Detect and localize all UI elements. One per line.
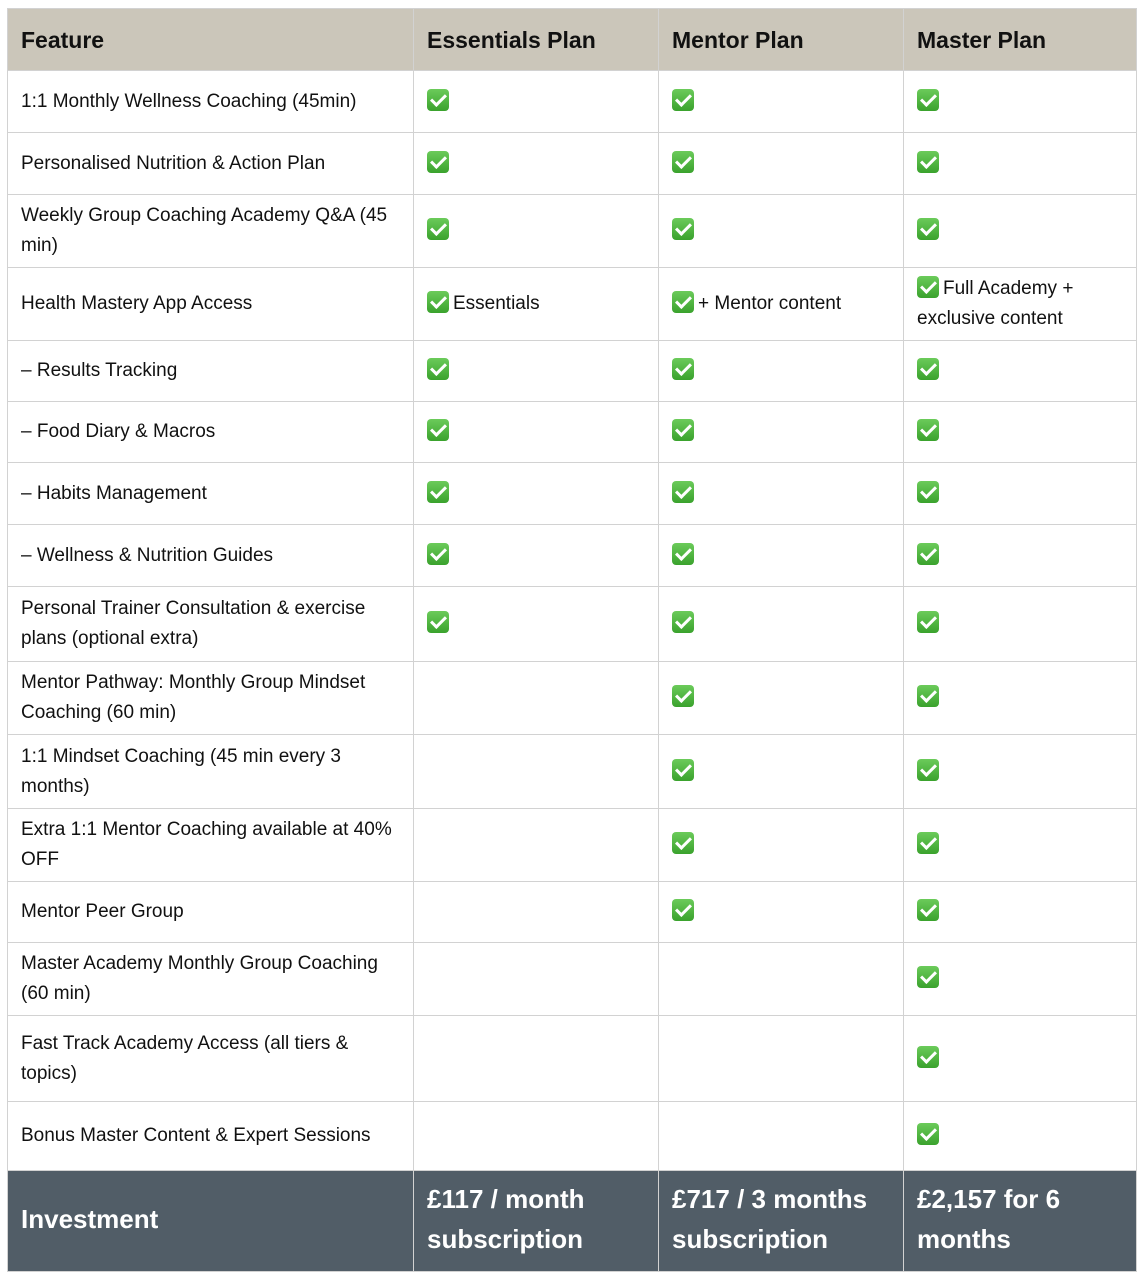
table-row [8,402,1137,463]
master-cell [904,1016,1137,1102]
essentials-cell [414,1016,659,1102]
check-mark-icon [917,276,939,298]
master-cell [904,809,1137,882]
table-row [8,463,1137,525]
master-cell [904,195,1137,268]
header-essentials-plan: Essentials Plan [414,9,659,71]
investment-master-price: £2,157 for 6 months [904,1171,1137,1272]
essentials-cell [414,1102,659,1171]
check-mark-icon [427,291,449,313]
table-row [8,1102,1137,1171]
mentor-cell [659,71,904,133]
master-cell [904,735,1137,809]
essentials-cell [414,587,659,662]
table-row [8,809,1137,882]
table-row [8,882,1137,943]
table-footer [8,1171,1137,1272]
check-mark-icon [672,759,694,781]
plan-comparison-table-wrapper [7,8,1136,1272]
essentials-cell [414,268,659,341]
check-mark-icon [427,358,449,380]
mentor-cell [659,882,904,943]
master-cell [904,1102,1137,1171]
table-header [8,9,1137,71]
check-mark-icon [917,358,939,380]
table-row [8,662,1137,735]
check-mark-icon [427,151,449,173]
mentor-cell [659,809,904,882]
mentor-note: + Mentor content [698,293,842,314]
mentor-cell [659,525,904,587]
table-body [8,71,1137,1171]
check-mark-icon [917,685,939,707]
mentor-cell [659,195,904,268]
check-mark-icon [917,832,939,854]
table-row [8,195,1137,268]
table-row [8,943,1137,1016]
feature-cell: Master Academy Monthly Group Coaching (60 min) [8,943,414,1016]
master-cell [904,341,1137,402]
feature-cell: Health Mastery App Access [8,268,414,341]
mentor-cell [659,268,904,341]
investment-essentials-price: £117 / month subscription [414,1171,659,1272]
feature-cell: Personal Trainer Consultation & exercise plans (optional extra) [8,587,414,662]
check-mark-icon [917,1123,939,1145]
check-mark-icon [427,89,449,111]
master-cell [904,882,1137,943]
investment-label: Investment [8,1171,414,1272]
essentials-cell [414,735,659,809]
header-master-plan: Master Plan [904,9,1137,71]
table-row [8,268,1137,341]
essentials-cell [414,195,659,268]
table-row [8,525,1137,587]
check-mark-icon [427,543,449,565]
feature-cell: – Food Diary & Macros [8,402,414,463]
essentials-cell [414,943,659,1016]
check-mark-icon [917,759,939,781]
check-mark-icon [917,151,939,173]
master-cell [904,71,1137,133]
check-mark-icon [917,966,939,988]
master-cell [904,662,1137,735]
master-cell [904,268,1137,341]
master-cell [904,402,1137,463]
investment-mentor-price: £717 / 3 months subscription [659,1171,904,1272]
check-mark-icon [672,832,694,854]
table-row [8,341,1137,402]
investment-row [8,1171,1137,1272]
table-row [8,71,1137,133]
essentials-cell [414,341,659,402]
master-cell [904,463,1137,525]
feature-cell: Bonus Master Content & Expert Sessions [8,1102,414,1171]
essentials-cell [414,882,659,943]
feature-cell: Personalised Nutrition & Action Plan [8,133,414,195]
check-mark-icon [672,481,694,503]
feature-cell: – Results Tracking [8,341,414,402]
feature-cell: Mentor Peer Group [8,882,414,943]
check-mark-icon [672,419,694,441]
check-mark-icon [427,419,449,441]
check-mark-icon [672,89,694,111]
feature-cell: – Habits Management [8,463,414,525]
mentor-cell [659,402,904,463]
mentor-cell [659,1102,904,1171]
mentor-cell [659,341,904,402]
check-mark-icon [917,481,939,503]
essentials-cell [414,463,659,525]
feature-cell: Mentor Pathway: Monthly Group Mindset Coaching (60 min) [8,662,414,735]
plan-comparison-table [7,8,1137,1272]
master-note: Full Academy + exclusive content [917,278,1074,329]
header-mentor-plan: Mentor Plan [659,9,904,71]
master-cell [904,525,1137,587]
table-row [8,735,1137,809]
check-mark-icon [427,218,449,240]
essentials-cell [414,402,659,463]
mentor-cell [659,735,904,809]
essentials-cell [414,525,659,587]
check-mark-icon [917,543,939,565]
check-mark-icon [672,685,694,707]
table-row [8,587,1137,662]
feature-cell: Fast Track Academy Access (all tiers & topics) [8,1016,414,1102]
master-cell [904,133,1137,195]
master-cell [904,587,1137,662]
check-mark-icon [672,543,694,565]
check-mark-icon [672,899,694,921]
check-mark-icon [672,611,694,633]
check-mark-icon [427,481,449,503]
essentials-cell [414,809,659,882]
feature-cell: Weekly Group Coaching Academy Q&A (45 min) [8,195,414,268]
check-mark-icon [917,611,939,633]
master-cell [904,943,1137,1016]
essentials-cell [414,133,659,195]
mentor-cell [659,587,904,662]
mentor-cell [659,463,904,525]
check-mark-icon [427,611,449,633]
table-row [8,133,1137,195]
feature-cell: Extra 1:1 Mentor Coaching available at 40% OFF [8,809,414,882]
table-row [8,1016,1137,1102]
mentor-cell [659,1016,904,1102]
check-mark-icon [672,358,694,380]
check-mark-icon [917,419,939,441]
check-mark-icon [672,218,694,240]
check-mark-icon [917,899,939,921]
check-mark-icon [917,89,939,111]
mentor-cell [659,662,904,735]
mentor-cell [659,133,904,195]
mentor-cell [659,943,904,1016]
check-mark-icon [672,291,694,313]
check-mark-icon [917,1046,939,1068]
header-row [8,9,1137,71]
header-feature: Feature [8,9,414,71]
feature-cell: – Wellness & Nutrition Guides [8,525,414,587]
check-mark-icon [917,218,939,240]
essentials-cell [414,71,659,133]
check-mark-icon [672,151,694,173]
feature-cell: 1:1 Monthly Wellness Coaching (45min) [8,71,414,133]
essentials-note: Essentials [453,293,540,314]
feature-cell: 1:1 Mindset Coaching (45 min every 3 months) [8,735,414,809]
essentials-cell [414,662,659,735]
